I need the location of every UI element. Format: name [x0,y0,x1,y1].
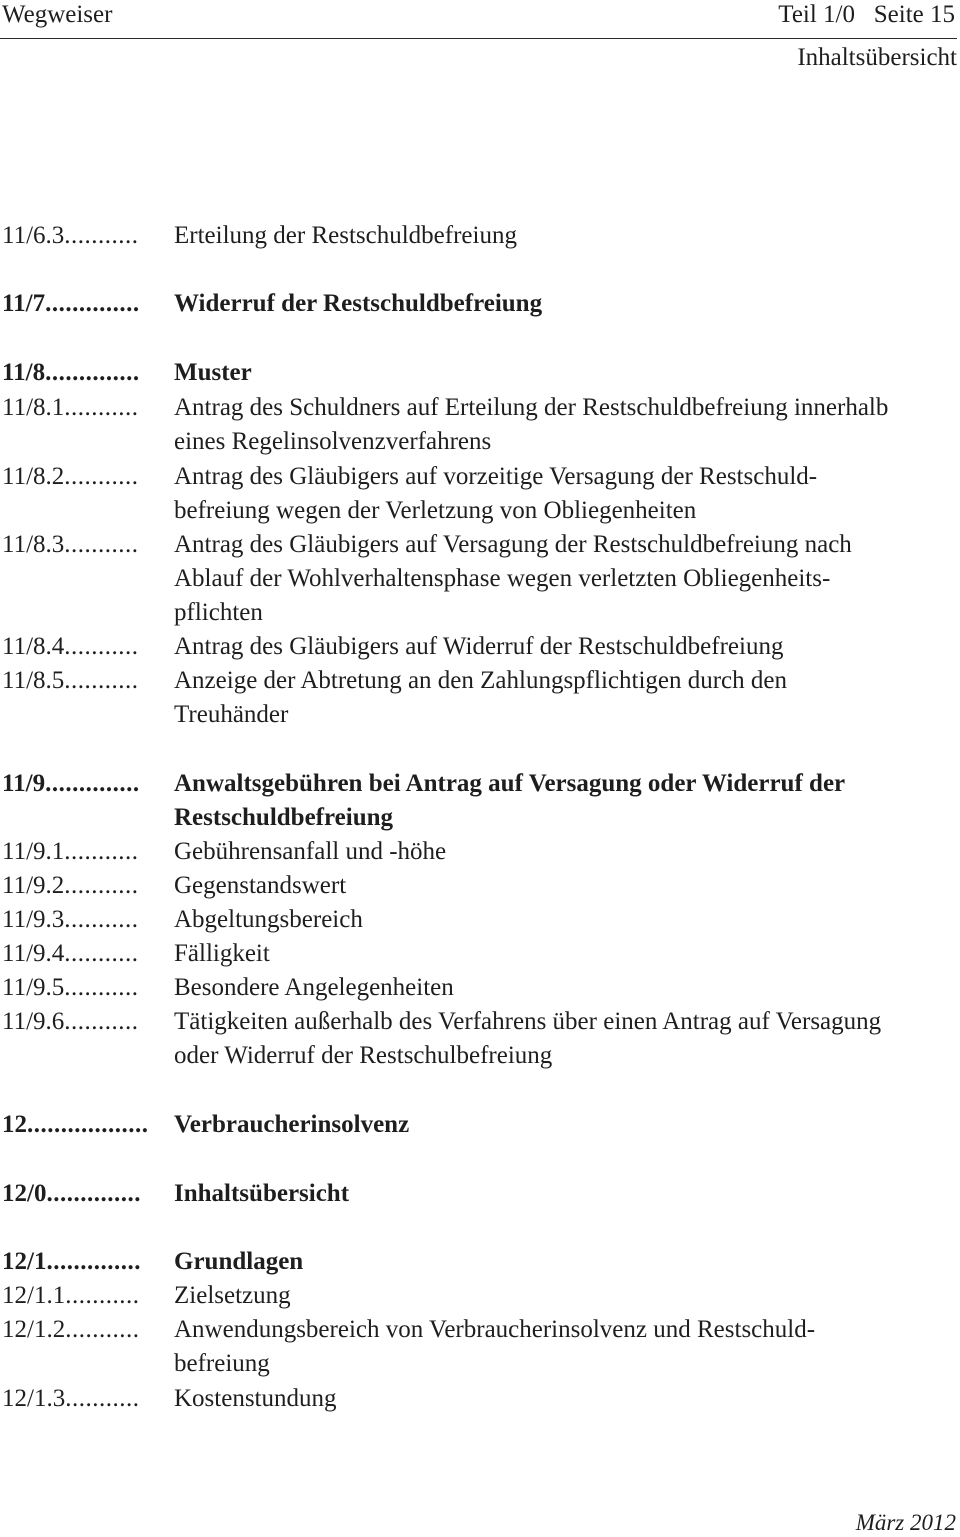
toc-entry-number [2,391,168,425]
toc-entry-title [174,1382,960,1416]
toc-leader-dots: ........... [64,838,139,865]
toc-number-text: 12/0 [2,1180,47,1207]
toc-entry-number [2,1313,168,1347]
toc-number-text: 11/7 [2,290,46,317]
toc-title-line: Abgeltungsbereich [174,906,363,933]
toc-title-line: eines Regelinsolvenzverfahrens [174,428,492,455]
toc-entry-title [174,1313,960,1381]
toc-entry-number [2,219,168,253]
toc-entry-number [2,903,168,937]
section-subtitle: Inhaltsübersicht [797,44,957,71]
toc-number-text: 11/9.5 [2,974,65,1001]
toc-leader-dots: ........... [64,633,139,660]
toc-title-line: oder Widerruf der Restschulbefreiung [174,1042,553,1069]
toc-entry-title [174,1177,960,1211]
page-header [0,0,957,39]
toc-entry-number [2,528,168,562]
toc-title-line: Erteilung der Restschuldbefreiung [174,222,517,249]
toc-title-line: Besondere Angelegenheiten [174,974,454,1001]
toc-entry-title [174,1108,960,1142]
running-head: Wegweiser [2,1,113,28]
toc-title-line: Anzeige der Abtretung an den Zahlungspflichtigen durch den [174,667,788,694]
toc-number-text: 11/8.3 [2,531,65,558]
toc-leader-dots: ........... [64,667,139,694]
toc-entry-number [2,1005,168,1039]
toc-entry-title [174,528,960,630]
toc-number-text: 11/9.3 [2,906,65,933]
edition-date: März 2012 [855,1510,956,1535]
toc-number-text: 11/8.1 [2,394,65,421]
toc-leader-dots: .................. [27,1111,149,1138]
toc-entry-number [2,869,168,903]
toc-title-line: Gegenstandswert [174,872,347,899]
part-page-number: Teil 1/0 Seite 15 [778,1,955,28]
toc-title-line: Treuhänder [174,701,289,728]
toc-title-line: Antrag des Gläubigers auf Versagung der Restschuldbefreiung nach [174,531,852,558]
toc-entry-title [174,1245,960,1279]
toc-number-text: 11/8.5 [2,667,65,694]
toc-leader-dots: ........... [65,1282,140,1309]
toc-entry-title [174,971,960,1005]
toc-leader-dots: ........... [64,222,139,249]
toc-number-text: 11/9.1 [2,838,65,865]
toc-title-line: Anwaltsgebühren bei Antrag auf Versagung oder Widerruf der [174,770,846,797]
toc-number-text: 11/8.4 [2,633,65,660]
toc-number-text: 11/8 [2,359,46,386]
toc-title-line: Anwendungsbereich von Verbraucherinsolvenz und Restschuld- [174,1316,816,1343]
toc-title-line: Restschuldbefreiung [174,804,394,831]
toc-leader-dots: ........... [65,1316,140,1343]
toc-leader-dots: .............. [45,359,140,386]
toc-entry-title [174,1005,960,1073]
toc-leader-dots: ........... [64,531,139,558]
toc-number-text: 12/1.2 [2,1316,66,1343]
toc-entry-title [174,391,960,459]
toc-number-text: 11/9 [2,770,46,797]
toc-entry-title [174,460,960,528]
toc-number-text: 11/9.2 [2,872,65,899]
toc-entry-number [2,630,168,664]
toc-title-line: Tätigkeiten außerhalb des Verfahrens über einen Antrag auf Versagung [174,1008,882,1035]
toc-leader-dots: ........... [64,974,139,1001]
toc-entry-title [174,219,960,253]
toc-number-text: 12/1.3 [2,1385,66,1412]
toc-title-line: Antrag des Gläubigers auf Widerruf der Restschuldbefreiung [174,633,784,660]
toc-title-line: Grundlagen [174,1248,304,1275]
toc-entry-title [174,664,960,732]
toc-title-line: befreiung [174,1350,270,1377]
toc-entry-number [2,460,168,494]
toc-title-line: Widerruf der Restschuldbefreiung [174,290,543,317]
toc-entry-number [2,1108,168,1142]
toc-title-line: Gebührensanfall und -höhe [174,838,447,865]
toc-leader-dots: ........... [64,463,139,490]
toc-title-line: Ablauf der Wohlverhaltensphase wegen verletzten Obliegenheits- [174,565,831,592]
toc-entry-number [2,1177,168,1211]
toc-title-line: Fälligkeit [174,940,270,967]
toc-number-text: 11/8.2 [2,463,65,490]
toc-entry-number [2,937,168,971]
toc-leader-dots: ........... [64,1008,139,1035]
toc-entry-number [2,1382,168,1416]
toc-number-text: 11/9.4 [2,940,65,967]
toc-entry-number [2,1279,168,1313]
toc-entry-number [2,287,168,321]
toc-leader-dots: ........... [65,1385,140,1412]
toc-leader-dots: .............. [46,1248,141,1275]
toc-entry-title [174,903,960,937]
toc-title-line: befreiung wegen der Verletzung von Obliegenheiten [174,497,697,524]
toc-entry-title [174,356,960,390]
toc-number-text: 11/9.6 [2,1008,65,1035]
toc-entry-title [174,767,960,835]
toc-leader-dots: .............. [46,1180,141,1207]
toc-entry-number [2,767,168,801]
toc-entry-title [174,869,960,903]
toc-leader-dots: ........... [64,394,139,421]
toc-number-text: 12/1.1 [2,1282,66,1309]
toc-entry-number [2,971,168,1005]
toc-entry-number [2,356,168,390]
toc-number-text: 12/1 [2,1248,47,1275]
toc-leader-dots: .............. [45,770,140,797]
toc-leader-dots: ........... [64,872,139,899]
toc-entry-title [174,287,960,321]
toc-title-line: Verbraucherinsolvenz [174,1111,410,1138]
toc-title-line: Antrag des Gläubigers auf vorzeitige Versagung der Restschuld- [174,463,818,490]
toc-entry-number [2,664,168,698]
toc-entry-title [174,630,960,664]
toc-title-line: pflichten [174,599,263,626]
toc-entry-number [2,835,168,869]
toc-entry-number [2,1245,168,1279]
toc-entry-title [174,835,960,869]
toc-leader-dots: .............. [45,290,140,317]
toc-title-line: Inhaltsübersicht [174,1180,350,1207]
toc-title-line: Muster [174,359,252,386]
toc-entry-title [174,937,960,971]
toc-number-text: 11/6.3 [2,222,65,249]
toc-title-line: Kostenstundung [174,1385,337,1412]
toc-number-text: 12 [2,1111,27,1138]
toc-title-line: Antrag des Schuldners auf Erteilung der Restschuldbefreiung innerhalb [174,394,889,421]
toc-entry-title [174,1279,960,1313]
toc-leader-dots: ........... [64,940,139,967]
toc-leader-dots: ........... [64,906,139,933]
toc-title-line: Zielsetzung [174,1282,291,1309]
